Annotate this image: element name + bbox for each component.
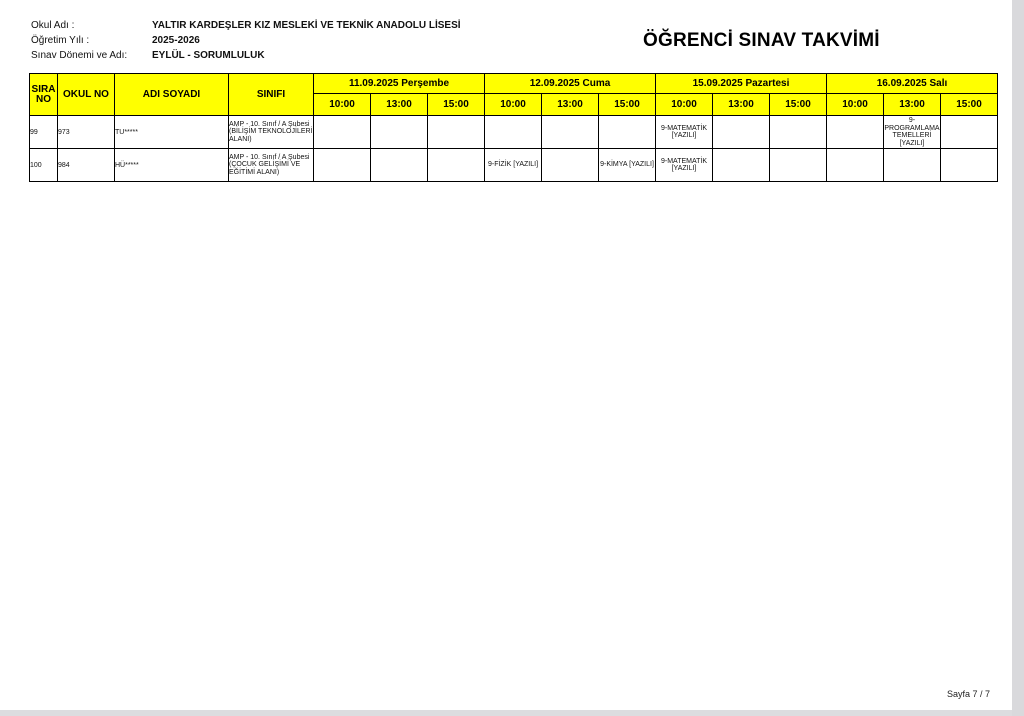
cell-exam-slot (542, 116, 599, 149)
period-value: EYLÜL - SORUMLULUK (152, 50, 265, 61)
page-shadow-edge (1012, 0, 1024, 716)
cell-sira: 99 (30, 116, 58, 149)
school-label: Okul Adı : (31, 20, 75, 31)
cell-exam-slot: 9-MATEMATİK [YAZILI] (656, 149, 713, 182)
header-time: 15:00 (428, 94, 485, 116)
cell-sinifi: AMP - 10. Sınıf / A Şubesi (ÇOCUK GELİŞİMİ VE EĞİTİMİ ALANI) (229, 149, 314, 182)
page-title: ÖĞRENCİ SINAV TAKVİMİ (643, 30, 880, 51)
header-time: 13:00 (713, 94, 770, 116)
year-label: Öğretim Yılı : (31, 35, 90, 46)
cell-exam-slot: 9-PROGRAMLAMA TEMELLERİ [YAZILI] (884, 117, 940, 147)
cell-exam-slot (542, 149, 599, 182)
header-time: 10:00 (485, 94, 542, 116)
cell-exam-slot (713, 149, 770, 182)
cell-okul-no: 973 (58, 116, 115, 149)
cell-exam-slot (770, 149, 827, 182)
page-shadow-bottom (0, 710, 1012, 716)
school-name: YALTIR KARDEŞLER KIZ MESLEKİ VE TEKNİK ANADOLU LİSESİ (152, 20, 461, 31)
table-row (30, 116, 998, 149)
cell-exam-slot (428, 116, 485, 149)
header-day: 15.09.2025 Pazartesi (656, 74, 827, 94)
cell-exam-slot (941, 149, 998, 182)
cell-exam-slot (827, 116, 884, 149)
cell-exam-slot: 9-MATEMATİK [YAZILI] (656, 116, 713, 149)
header-day: 16.09.2025 Salı (827, 74, 998, 94)
exam-schedule-table (29, 73, 998, 182)
cell-adi-soyadi: TU***** (115, 116, 229, 149)
period-label: Sınav Dönemi ve Adı: (31, 50, 128, 61)
header-time: 15:00 (941, 94, 998, 116)
header-time: 13:00 (542, 94, 599, 116)
cell-exam-slot (713, 116, 770, 149)
header-sinifi: SINIFI (229, 74, 314, 116)
table-row (30, 149, 998, 182)
cell-exam-slot (770, 116, 827, 149)
cell-exam-slot (428, 149, 485, 182)
cell-exam-slot (314, 149, 371, 182)
cell-exam-slot (485, 116, 542, 149)
header-sira-no: SIRA NO (30, 74, 58, 116)
cell-sira: 100 (30, 149, 58, 182)
year-value: 2025-2026 (152, 35, 200, 46)
page-number: Sayfa 7 / 7 (947, 689, 991, 699)
cell-exam-slot: 9-FİZİK [YAZILI] (485, 149, 542, 182)
header-day: 12.09.2025 Cuma (485, 74, 656, 94)
cell-sinifi: AMP - 10. Sınıf / A Şubesi (BİLİŞİM TEKNOLOJİLERİ ALANI) (229, 116, 314, 149)
header-time: 15:00 (599, 94, 656, 116)
cell-exam-slot (314, 116, 371, 149)
header-time: 13:00 (371, 94, 428, 116)
header-time: 10:00 (656, 94, 713, 116)
cell-exam-slot (827, 149, 884, 182)
cell-adi-soyadi: HÜ***** (115, 149, 229, 182)
cell-exam-slot (941, 116, 998, 149)
header-time: 13:00 (884, 94, 941, 116)
header-time: 10:00 (827, 94, 884, 116)
header-adi-soyadi: ADI SOYADI (115, 74, 229, 116)
cell-exam-slot (371, 116, 428, 149)
cell-exam-slot (884, 149, 941, 182)
header-time: 10:00 (314, 94, 371, 116)
header-time: 15:00 (770, 94, 827, 116)
header-okul-no: OKUL NO (58, 74, 115, 116)
header-day: 11.09.2025 Perşembe (314, 74, 485, 94)
cell-exam-slot (371, 149, 428, 182)
cell-exam-slot (599, 116, 656, 149)
cell-exam-slot: 9-KİMYA [YAZILI] (599, 149, 656, 182)
cell-okul-no: 984 (58, 149, 115, 182)
